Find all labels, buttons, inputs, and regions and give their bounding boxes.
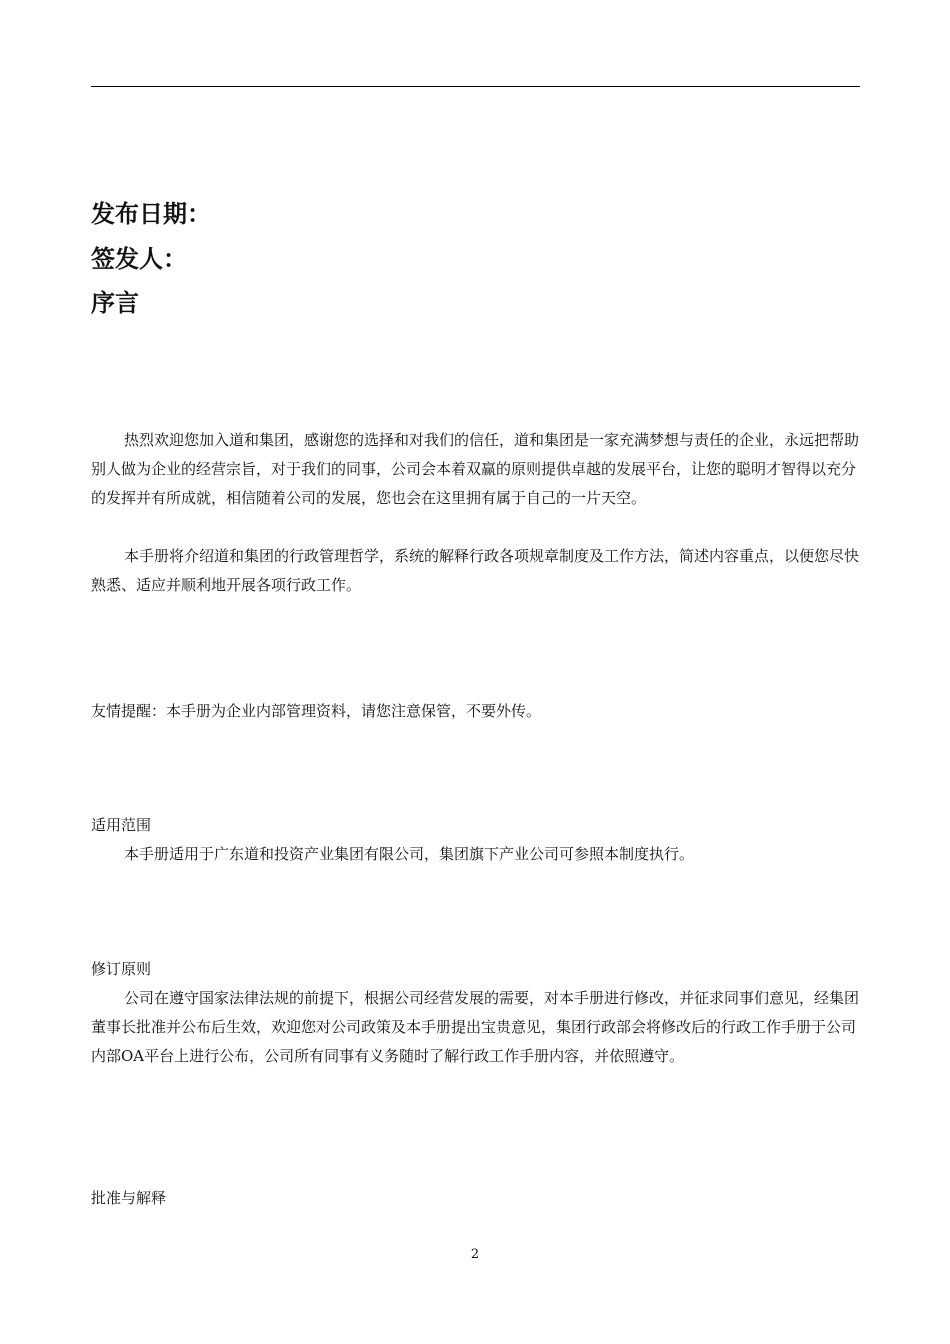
release-date-label: 发布日期：: [91, 200, 211, 228]
signer-label: 签发人：: [91, 245, 187, 273]
scope-text: 本手册适用于广东道和投资产业集团有限公司，集团旗下产业公司可参照本制度执行。: [124, 845, 695, 863]
revision-text: 公司在遵守国家法律法规的前提下，根据公司经营发展的需要，对本手册进行修改，并征求同事们意见，经集团董事长批准并公布后生效，欢迎您对公司政策及本手册提出宝贵意见，集团行政部会将修改后的行政工作手册于公司内部OA平台上进行公布，公司所有同事有义务随时了解行政工作手册内容，并依照遵守。: [91, 989, 860, 1065]
approval-title: 批准与解释: [91, 1189, 167, 1207]
preface-paragraph-2: 本手册将介绍道和集团的行政管理哲学，系统的解释行政各项规章制度及工作方法，简述内容重点，以便您尽快熟悉、适应并顺利地开展各项行政工作。: [91, 547, 860, 594]
header-rule: [91, 86, 860, 87]
revision-title: 修订原则: [91, 960, 152, 978]
scope-title: 适用范围: [91, 816, 152, 834]
preface-title: 序言: [91, 289, 139, 317]
confidentiality-reminder: 友情提醒：本手册为企业内部管理资料，请您注意保管，不要外传。: [91, 702, 542, 720]
preface-paragraph-1: 热烈欢迎您加入道和集团，感谢您的选择和对我们的信任，道和集团是一家充满梦想与责任的企业，永远把帮助别人做为企业的经营宗旨，对于我们的同事，公司会本着双赢的原则提供卓越的发展平台，让您的聪明才智得以充分的发挥并有所成就，相信随着公司的发展，您也会在这里拥有属于自己的一片天空。: [91, 431, 860, 507]
page-number: 2: [470, 1247, 480, 1262]
